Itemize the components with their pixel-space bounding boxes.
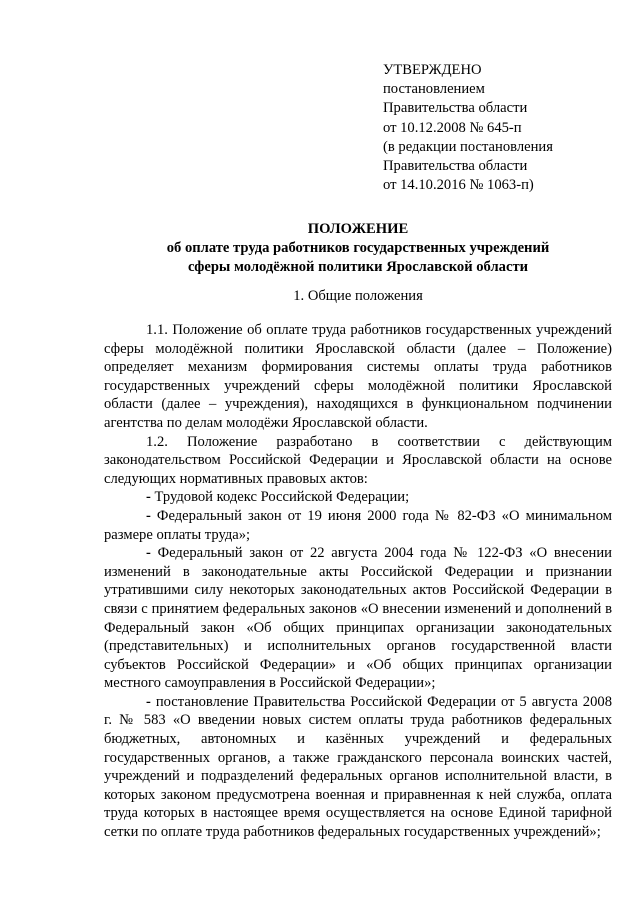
list-item-text: Федеральный закон от 22 августа 2004 года № 122-ФЗ «О внесении изменений в законодательные акты Российской Федерации и признании утратившими силу некоторых законодательных актов Российской Федерации в связи с принятием федеральных законов «О внесении изменений и дополнений в Федеральный закон «Об общих принципах организации законодательных (представительных) и исполнительных органов государственной власти субъектов Российской Федерации» и «Об общих принципах организации местного самоуправления в Российской Федерации»; [104,545,612,692]
paragraph-text: 1.1. Положение об оплате труда работников государственных учреждений сферы молодёжной политики Ярославской области (далее – Положение) определяет механизм формирования системы оплаты труда работников государственных учреждений сферы молодёжной политики Ярославской области (далее – учреждения), находящихся в функциональном подчинении агентства по делам молодёжи Ярославской области. [104,322,612,431]
approval-line: (в редакции постановления [383,138,553,155]
list-marker: - [146,507,151,524]
approval-line: Правительства области [383,100,528,117]
approval-line: постановлением [383,81,485,98]
list-item [104,693,612,842]
list-item [104,507,612,544]
paragraph-1-1 [104,321,612,433]
section-heading: 1. Общие положения [293,288,423,304]
approval-line: от 10.12.2008 № 645-п [383,119,522,136]
list-marker: - [146,545,151,562]
list-item-text: Трудовой кодекс Российской Федерации; [150,489,410,506]
list-item [104,488,612,507]
approval-stamp [383,61,623,195]
list-item [104,544,612,693]
title-line-3: сферы молодёжной политики Ярославской области [187,259,529,275]
document-body [104,321,612,842]
list-marker: - [146,489,151,506]
paragraph-text: 1.2. Положение разработано в соответствии с действующим законодательством Российской Федерации и Ярославской области на основе следующих нормативных правовых актов: [104,433,612,487]
approval-line: от 14.10.2016 № 1063-п) [383,177,534,194]
approval-line: УТВЕРЖДЕНО [383,62,482,78]
document-title [88,220,628,277]
approval-line: Правительства области [383,158,528,175]
list-marker: - [146,693,151,710]
title-line-2: об оплате труда работников государственных учреждений [166,240,550,256]
paragraph-1-2 [104,433,612,489]
title-line-1: ПОЛОЖЕНИЕ [307,221,409,237]
list-item-text: Федеральный закон от 19 июня 2000 года № 82-ФЗ «О минимальном размере оплаты труда»; [104,507,612,543]
list-item-text: постановление Правительства Российской Федерации от 5 августа 2008 г. № 583 «О введении новых систем оплаты труда работников федеральных бюджетных, автономных и казённых учреждений и федеральных государственных органов, а также гражданского персонала воинских частей, учреждений и подразделений федеральных органов исполнительной власти, в которых законом предусмотрена военная и приравненная к ней служба, оплата труда которых в настоящее время осуществляется на основе Единой тарифной сетки по оплате труда работников федеральных государственных учреждений»; [104,693,612,841]
